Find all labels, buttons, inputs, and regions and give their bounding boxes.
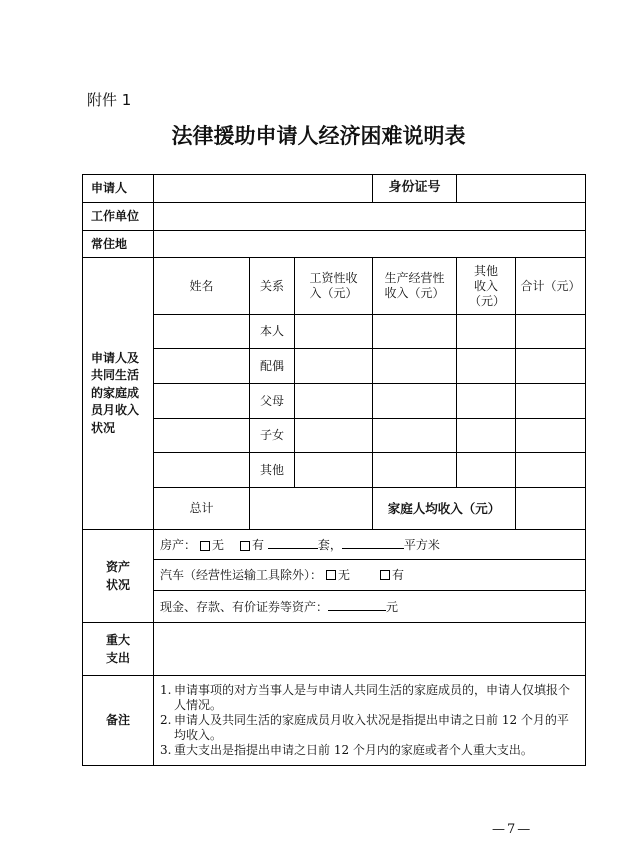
car-none-label: 无 [338,567,351,582]
name-cell[interactable] [154,384,250,419]
total-label: 总计 [154,488,250,530]
car-prefix: 汽车（经营性运输工具除外）： [160,567,323,582]
major-expense-label: 重大支出 [83,623,154,676]
house-prefix: 房产： [160,538,197,552]
application-form [82,174,586,766]
other-cell[interactable] [457,315,516,349]
total-cell[interactable] [516,384,586,419]
relation-parents: 父母 [250,384,295,419]
note-text: 重大支出是指提出申请之日前 12 个月内的家庭或者个人重大支出。 [174,743,533,757]
applicant-label: 申请人 [83,175,154,203]
house-have-checkbox[interactable] [240,541,250,551]
business-cell[interactable] [373,349,457,384]
table-row [83,453,586,488]
cash-line [154,591,586,623]
other-cell[interactable] [457,453,516,488]
col-relation-header: 关系 [250,258,295,315]
salary-cell[interactable] [295,384,373,419]
cash-unit: 元 [386,600,399,614]
house-line [154,530,586,560]
note-text: 申请事项的对方当事人是与申请人共同生活的家庭成员的，申请人仅填报个人情况。 [174,683,571,712]
salary-cell[interactable] [295,419,373,453]
name-cell[interactable] [154,349,250,384]
other-cell[interactable] [457,384,516,419]
salary-cell[interactable] [295,315,373,349]
cash-amount-field[interactable] [328,598,386,611]
note-text: 申请人及共同生活的家庭成员月收入状况是指提出申请之日前 12 个月的平均收入。 [174,713,569,742]
note-number: 2. [160,713,172,727]
relation-children: 子女 [250,419,295,453]
note-item [160,683,579,713]
col-other-header: 其他收入（元） [457,258,516,315]
table-row [83,419,586,453]
note-number: 1. [160,683,172,697]
total-value-field[interactable] [250,488,373,530]
car-have-checkbox[interactable] [380,570,390,580]
applicant-field[interactable] [154,175,373,203]
total-cell[interactable] [516,453,586,488]
note-number: 3. [160,743,172,757]
business-cell[interactable] [373,315,457,349]
col-total-header: 合计（元） [516,258,586,315]
form-title: 法律援助申请人经济困难说明表 [171,124,466,148]
house-unit-set: 套， [317,538,342,552]
table-row [83,349,586,384]
salary-cell[interactable] [295,349,373,384]
house-area-field[interactable] [342,536,404,549]
remarks-label: 备注 [83,676,154,766]
relation-self: 本人 [250,315,295,349]
business-cell[interactable] [373,453,457,488]
house-count-field[interactable] [268,536,318,549]
work-unit-field[interactable] [154,203,586,231]
work-unit-label: 工作单位 [83,203,154,231]
per-capita-field[interactable] [516,488,586,530]
car-have-label: 有 [392,567,405,582]
total-cell[interactable] [516,349,586,384]
business-cell[interactable] [373,419,457,453]
per-capita-label: 家庭人均收入（元） [373,488,516,530]
salary-cell[interactable] [295,453,373,488]
relation-spouse: 配偶 [250,349,295,384]
house-have-label: 有 [252,538,265,552]
business-cell[interactable] [373,384,457,419]
table-row [83,315,586,349]
residence-field[interactable] [154,231,586,258]
total-cell[interactable] [516,315,586,349]
page-number: —7— [492,822,533,837]
house-none-checkbox[interactable] [200,541,210,551]
name-cell[interactable] [154,453,250,488]
attachment-label: 附件 1 [87,91,132,109]
remarks-notes [154,676,586,766]
note-item [160,743,579,758]
car-line [154,560,586,591]
col-business-header: 生产经营性收入（元） [373,258,457,315]
relation-other: 其他 [250,453,295,488]
col-name-header: 姓名 [154,258,250,315]
note-item [160,713,579,743]
table-row [83,384,586,419]
house-none-label: 无 [212,538,225,552]
other-cell[interactable] [457,349,516,384]
income-section-label: 申请人及共同生活的家庭成员月收入状况 [83,258,154,530]
car-none-checkbox[interactable] [326,570,336,580]
name-cell[interactable] [154,419,250,453]
name-cell[interactable] [154,315,250,349]
other-cell[interactable] [457,419,516,453]
major-expense-field[interactable] [154,623,586,676]
residence-label: 常住地 [83,231,154,258]
house-unit-area: 平方米 [403,538,440,552]
cash-prefix: 现金、存款、有价证券等资产： [160,600,329,614]
id-number-field[interactable] [457,175,586,203]
total-cell[interactable] [516,419,586,453]
col-salary-header: 工资性收入（元） [295,258,373,315]
assets-label: 资产状况 [83,530,154,623]
id-number-label: 身份证号 [373,175,457,203]
